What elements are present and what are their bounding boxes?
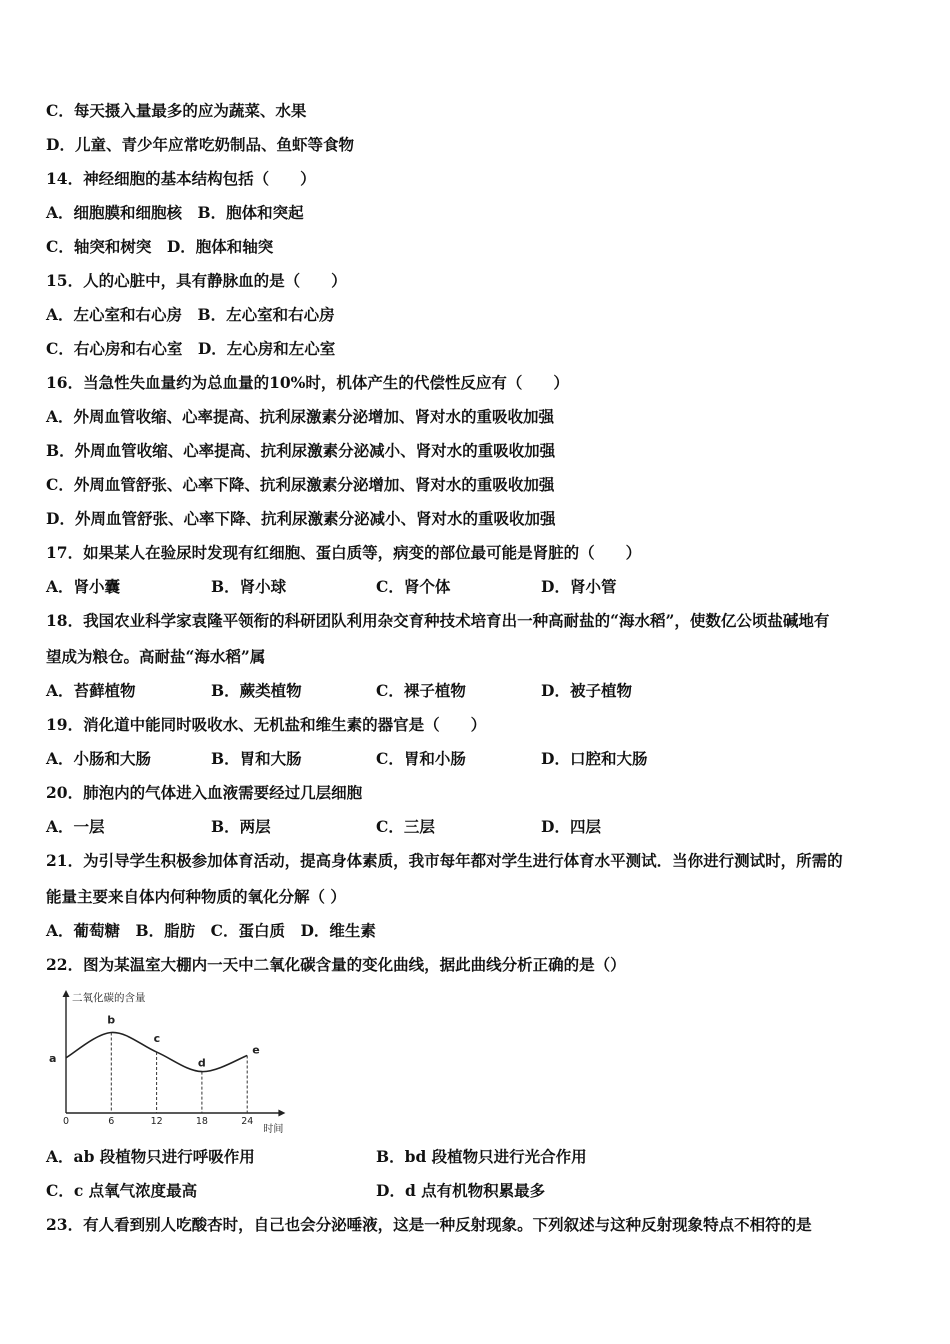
q17-option-d: D．肾小管: [541, 577, 617, 596]
q18-options: [46, 680, 706, 702]
x-tick-label: 0: [63, 1116, 70, 1127]
q17-options: [46, 576, 706, 598]
q21-stem-line1: 21．为引导学生积极参加体育活动，提高身体素质，我市每年都对学生进行体育水平测试．当你进行测试时，所需的: [46, 851, 843, 870]
q13-option-c: C．每天摄入量最多的应为蔬菜、水果: [46, 101, 307, 120]
q16-option-b: B．外周血管收缩、心率提高、抗利尿激素分泌减小、肾对水的重吸收加强: [46, 441, 556, 460]
q15-stem: 15．人的心脏中，具有静脉血的是（ ）: [46, 271, 347, 290]
q21-options: A．葡萄糖 B．脂肪 C．蛋白质 D．维生素: [46, 921, 376, 940]
q17-stem: 17．如果某人在验尿时发现有红细胞、蛋白质等，病变的部位最可能是肾脏的（ ）: [46, 543, 642, 562]
point-label-d: d: [197, 1056, 206, 1070]
q22-options-cd: [46, 1180, 706, 1202]
q16-option-c: C．外周血管舒张、心率下降、抗利尿激素分泌增加、肾对水的重吸收加强: [46, 475, 555, 494]
q22-option-a: A．ab 段植物只进行呼吸作用: [46, 1147, 255, 1166]
y-axis-arrow: [63, 990, 70, 997]
point-label-e: e: [252, 1043, 260, 1057]
x-tick-label: 18: [195, 1116, 208, 1127]
y-axis-label: 二氧化碳的含量: [72, 992, 146, 1004]
q18-stem-line2: 望成为粮仓。高耐盐“海水稻”属: [46, 647, 266, 666]
x-axis-arrow: [278, 1110, 285, 1117]
q22-options-ab: [46, 1146, 706, 1168]
x-tick-label: 6: [108, 1116, 115, 1127]
q15-options-ab: A．左心室和右心房 B．左心室和右心房: [46, 305, 335, 324]
q18-stem-line1: 18．我国农业科学家袁隆平领衔的科研团队利用杂交育种技术培育出一种高耐盐的“海水稻”，使数亿公顷盐碱地有: [46, 611, 830, 630]
q22-option-d: D．d 点有机物积累最多: [376, 1181, 546, 1200]
q17-option-b: B．肾小球: [211, 577, 287, 596]
x-axis-label: 时间: [263, 1124, 284, 1135]
q20-stem: 20．肺泡内的气体进入血液需要经过几层细胞: [46, 783, 363, 802]
co2-curve-chart: [46, 985, 311, 1135]
q20-option-c: C．三层: [376, 817, 435, 836]
q19-option-d: D．口腔和大肠: [541, 749, 648, 768]
q20-option-a: A．一层: [46, 817, 105, 836]
q16-stem: 16．当急性失血量约为总血量的10%时，机体产生的代偿性反应有（ ）: [46, 373, 569, 392]
q18-option-d: D．被子植物: [541, 681, 632, 700]
q21-stem-line2: 能量主要来自体内何种物质的氧化分解（ ）: [46, 887, 346, 906]
q18-option-c: C．裸子植物: [376, 681, 466, 700]
point-label-a: a: [49, 1051, 57, 1065]
q15-options-cd: C．右心房和右心室 D．左心房和左心室: [46, 339, 336, 358]
q19-options: [46, 748, 706, 770]
q14-options-ab: A．细胞膜和细胞核 B．胞体和突起: [46, 203, 304, 222]
q17-option-c: C．肾个体: [376, 577, 451, 596]
x-tick-label: 12: [150, 1116, 163, 1127]
q20-options: [46, 816, 706, 838]
q14-stem: 14．神经细胞的基本结构包括（ ）: [46, 169, 316, 188]
point-label-b: b: [107, 1013, 116, 1027]
q18-option-b: B．蕨类植物: [211, 681, 302, 700]
q19-option-c: C．胃和小肠: [376, 749, 466, 768]
q17-option-a: A．肾小囊: [46, 577, 121, 596]
x-tick-label: 24: [241, 1116, 254, 1127]
q18-option-a: A．苔藓植物: [46, 681, 136, 700]
q20-option-b: B．两层: [211, 817, 271, 836]
q19-option-a: A．小肠和大肠: [46, 749, 152, 768]
q19-stem: 19．消化道中能同时吸收水、无机盐和维生素的器官是（ ）: [46, 715, 487, 734]
q22-option-c: C．c 点氧气浓度最高: [46, 1181, 198, 1200]
q20-option-d: D．四层: [541, 817, 601, 836]
q16-option-a: A．外周血管收缩、心率提高、抗利尿激素分泌增加、肾对水的重吸收加强: [46, 407, 555, 426]
q22-stem: 22．图为某温室大棚内一天中二氧化碳含量的变化曲线，据此曲线分析正确的是（）: [46, 955, 626, 974]
q23-stem: 23．有人看到别人吃酸杏时，自己也会分泌唾液，这是一种反射现象。下列叙述与这种反射现象特点不相符的是: [46, 1215, 812, 1234]
q22-option-b: B．bd 段植物只进行光合作用: [376, 1147, 587, 1166]
point-label-c: c: [153, 1032, 161, 1046]
q14-options-cd: C．轴突和树突 D．胞体和轴突: [46, 237, 274, 256]
q16-option-d: D．外周血管舒张、心率下降、抗利尿激素分泌减小、肾对水的重吸收加强: [46, 509, 556, 528]
q13-option-d: D．儿童、青少年应常吃奶制品、鱼虾等食物: [46, 135, 354, 154]
q19-option-b: B．胃和大肠: [211, 749, 302, 768]
